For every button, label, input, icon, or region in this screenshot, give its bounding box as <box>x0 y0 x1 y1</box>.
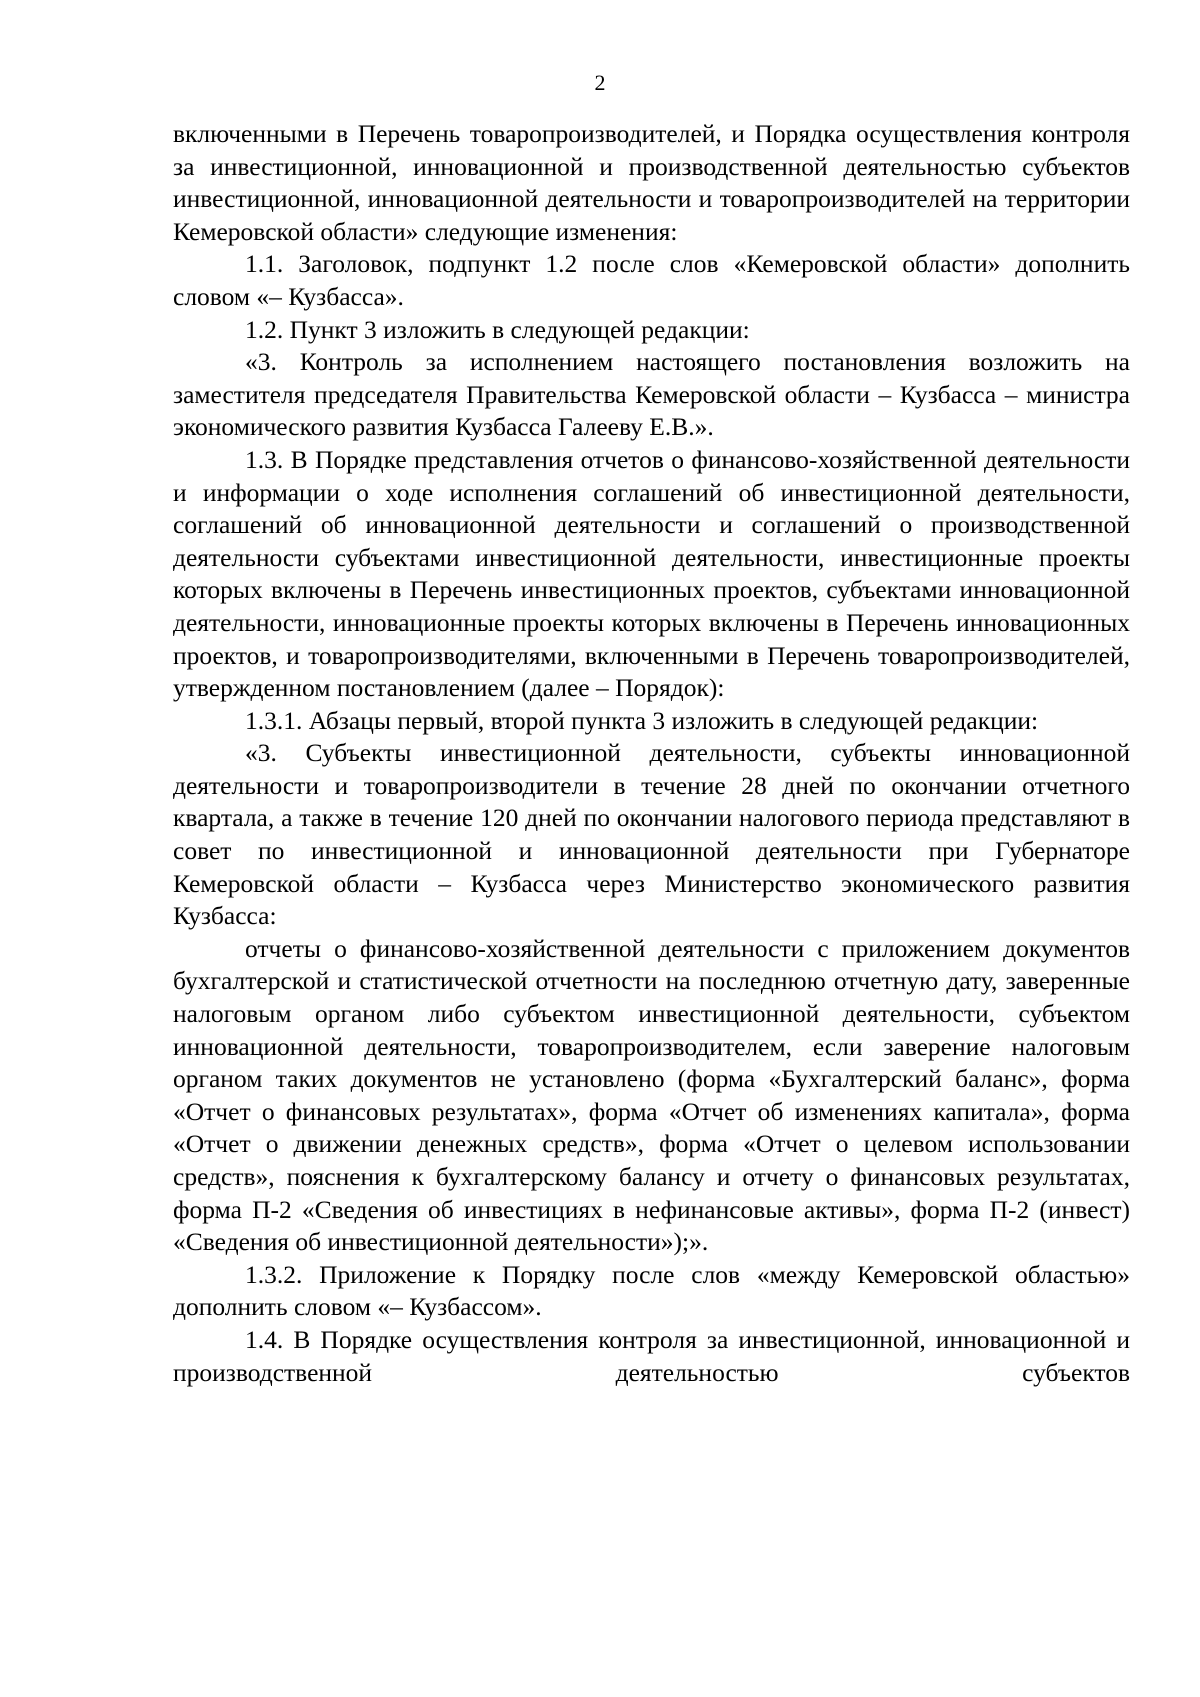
paragraph-1-3-2: 1.3.2. Приложение к Порядку после слов «между Кемеровской областью» дополнить словом «– Кузбассом». <box>173 1259 1130 1322</box>
paragraph-reports-list: отчеты о финансово-хозяйственной деятельности с приложением документов бухгалтерской и статистической отчетности на последнюю отчетную дату, заверенные налоговым органом либо субъектом инвестиционной деятельности, субъектом инновационной деятельности, товаропроизводителем, если заверение налоговым органом таких документов не установлено (форма «Бухгалтерский баланс», форма «Отчет о финансовых результатах», форма «Отчет об изменениях капитала», форма «Отчет о движении денежных средств», форма «Отчет о целевом использовании средств», пояснения к бухгалтерскому балансу и отчету о финансовых результатах, форма П-2 «Сведения об инвестициях в нефинансовые активы», форма П-2 (инвест) «Сведения об инвестиционной деятельности»);». <box>173 933 1130 1257</box>
page-number: 2 <box>594 70 606 95</box>
paragraph-1-4: 1.4. В Порядке осуществления контроля за инвестиционной, инновационной и производственной деятельностью субъектов <box>173 1324 1130 1387</box>
paragraph-point-3-new-text: «3. Субъекты инвестиционной деятельности, субъекты инновационной деятельности и товаропроизводители в течение 28 дней по окончании отчетного квартала, а также в течение 120 дней по окончании налогового периода представляют в совет по инвестиционной и инновационной деятельности при Губернаторе Кемеровской области – Кузбасса через Министерство экономического развития Кузбасса: <box>173 738 1130 931</box>
paragraph-continuation: включенными в Перечень товаропроизводителей, и Порядка осуществления контроля за инвестиционной, инновационной и производственной деятельностью субъектов инвестиционной, инновационной деятельности и товаропроизводителей на территории Кемеровской области» следующие изменения: <box>173 119 1130 246</box>
paragraph-point-3-quote: «3. Контроль за исполнением настоящего постановления возложить на заместителя председателя Правительства Кемеровской области – Кузбасса – министра экономического развития Кузбасса Галееву Е.В.». <box>173 347 1130 442</box>
paragraph-1-3-1: 1.3.1. Абзацы первый, второй пункта 3 изложить в следующей редакции: <box>245 705 1039 735</box>
paragraph-1-1: 1.1. Заголовок, подпункт 1.2 после слов «Кемеровской области» дополнить словом «– Кузбасса». <box>173 249 1130 311</box>
paragraph-1-3: 1.3. В Порядке представления отчетов о финансово-хозяйственной деятельности и информации о ходе исполнения соглашений об инвестиционной деятельности, соглашений об инновационной деятельности и соглашений о производственной деятельности субъектами инвестиционной деятельности, инвестиционные проекты которых включены в Перечень инвестиционных проектов, субъектами инновационной деятельности, инновационные проекты которых включены в Перечень инновационных проектов, и товаропроизводителями, включенными в Перечень товаропроизводителей, утвержденном постановлением (далее – Порядок): <box>173 444 1130 703</box>
paragraph-1-2: 1.2. Пункт 3 изложить в следующей редакции: <box>245 314 750 344</box>
document-body <box>173 118 1130 1389</box>
